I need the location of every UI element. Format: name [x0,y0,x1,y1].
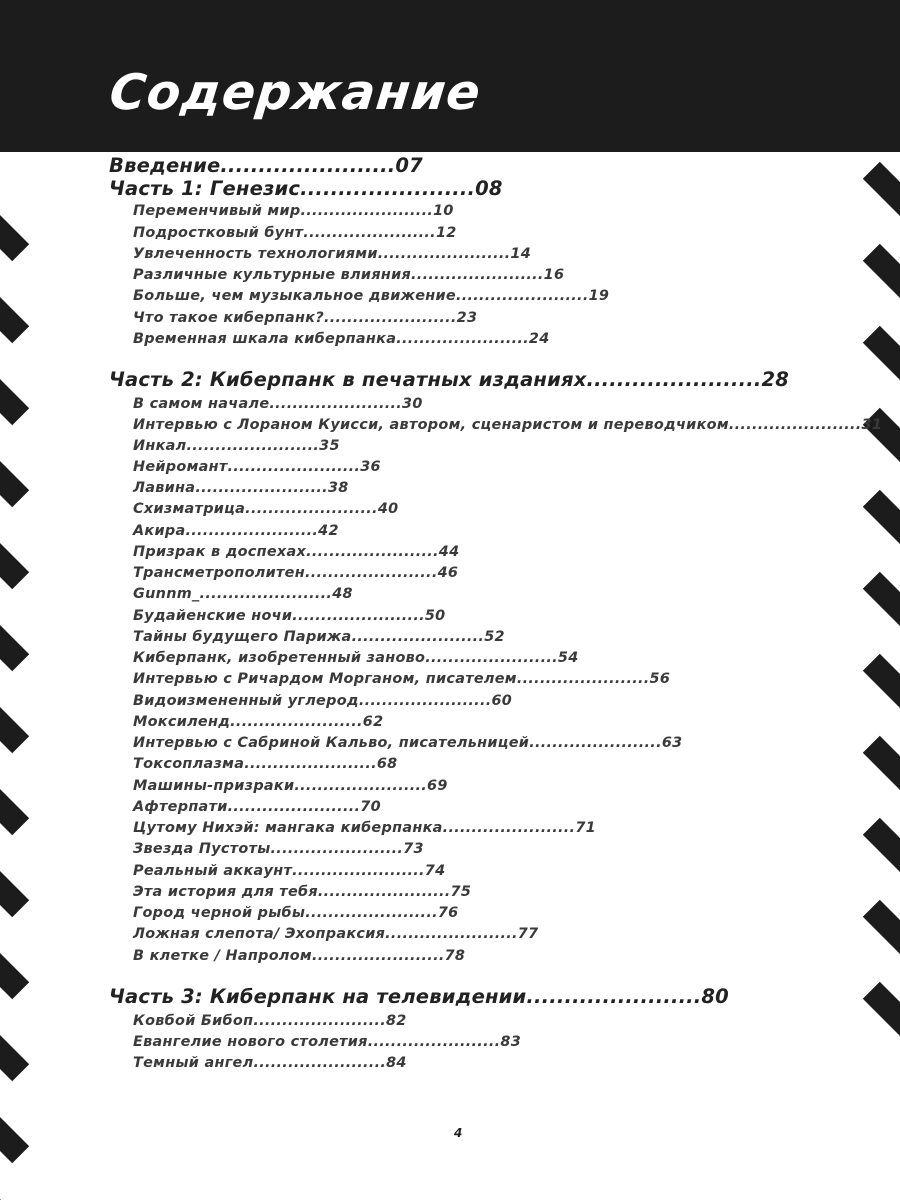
toc-dot-leader: ....................... [303,225,436,241]
toc-dot-leader: ....................... [526,985,702,1008]
toc-entry-title: Что такое киберпанк? [133,310,325,326]
toc-entry-title: Город черной рыбы [133,905,306,921]
toc-dot-leader: ....................... [227,459,361,475]
toc-dot-leader: ....................... [270,841,404,857]
toc-entry-title: Часть 2: Киберпанк в печатных изданиях [109,368,587,391]
toc-entry-page: 08 [475,177,503,200]
toc-entry [133,1035,521,1049]
toc-entry-title: Моксиленд [133,714,231,730]
toc-entry [133,906,459,920]
toc-entry-title: Звезда Пустоты [133,841,271,857]
stripe-mark [0,431,29,589]
toc-entry-page: 38 [327,480,349,496]
toc-entry [133,460,381,474]
toc-entry-title: Евангелие нового столетия [133,1034,368,1050]
toc-entry-page: 82 [385,1013,407,1029]
toc-entry-title: Временная шкала киберпанка [133,331,397,347]
toc-entry [133,439,340,453]
toc-entry [133,757,398,771]
stripe-mark [863,80,900,238]
toc-entry-title: Нейромант [133,459,228,475]
toc-entry-title: Эта история для тебя [133,884,318,900]
toc-dot-leader: ....................... [425,650,558,666]
toc-entry-title: Интервью с Лораном Куисси, автором, сценаристом и переводчиком [133,417,729,433]
toc-entry-title: Больше, чем музыкальное движение [133,288,456,304]
stripe-mark [0,595,29,753]
toc-entry [133,311,477,325]
toc-dot-leader: ....................... [317,884,451,900]
stripe-mark [0,349,29,507]
toc-entry-page: 70 [360,799,381,815]
toc-entry [133,842,424,856]
toc-entry-page: 84 [386,1055,407,1071]
stripe-mark [863,162,900,320]
toc-entry-title: Будайенские ночи [133,608,293,624]
toc-entry-title: В клетке / Напролом [133,948,312,964]
toc-entry [133,204,454,218]
toc-entry [133,694,512,708]
toc-entry-title: Интервью с Ричардом Морганом, писателем [133,671,517,687]
stripe-mark [0,759,29,917]
toc-entry-page: 62 [362,714,384,730]
toc-entry-title: Подростковый бунт [133,225,304,241]
toc-entry [133,247,531,261]
toc-dot-leader: ....................... [292,863,425,879]
toc-entry [133,1056,407,1070]
toc-entry-title: Ковбой Бибоп [133,1013,254,1029]
toc-entry-title: Интервью с Сабриной Кальво, писательницей [133,735,530,751]
toc-dot-leader: ....................... [367,1034,501,1050]
toc-entry-page: 48 [332,586,353,602]
toc-entry-page: 63 [661,735,683,751]
toc-dot-leader: ....................... [227,799,361,815]
stripe-mark [0,841,29,999]
toc-section [109,156,423,176]
toc-entry [133,587,353,601]
toc-entry-page: 74 [424,863,446,879]
toc-entry-page: 52 [484,629,505,645]
toc-entry-page: 80 [701,985,729,1008]
toc-dot-leader: ....................... [728,417,862,433]
toc-entry [133,949,465,963]
toc-entry [133,226,457,240]
toc-entry [133,800,381,814]
stripe-mark [0,103,29,261]
toc-entry [133,672,670,686]
toc-dot-leader: ....................... [300,177,476,200]
toc-entry-title: Схизматрица [133,501,246,517]
toc-dot-leader: ....................... [442,820,576,836]
toc-entry-title: Различные культурные влияния [133,267,412,283]
toc-dot-leader: ....................... [230,714,363,730]
toc-entry [133,715,383,729]
toc-entry [133,566,458,580]
stripe-mark [863,818,900,976]
toc-dot-leader: ....................... [253,1013,386,1029]
toc-dot-leader: ....................... [324,310,457,326]
toc-entry-title: В самом начале [133,396,270,412]
toc-section [109,179,503,199]
toc-entry [133,481,349,495]
toc-dot-leader: ....................... [300,203,434,219]
toc-entry-title: Киберпанк, изобретенный заново [133,650,426,666]
toc-entry [133,630,505,644]
toc-entry [133,268,564,282]
toc-entry-page: 76 [437,905,459,921]
toc-entry [133,289,609,303]
header-band-edge [0,140,900,152]
toc-dot-leader: ....................... [306,544,439,560]
toc-entry-title: Темный ангел [133,1055,254,1071]
toc-entry [133,864,445,878]
stripe-mark [863,0,900,156]
toc-dot-leader: ....................... [529,735,662,751]
toc-dot-leader: ....................... [351,629,485,645]
toc-entry-page: 75 [450,884,472,900]
toc-dot-leader: ....................... [455,288,589,304]
page-number: 4 [454,1126,463,1140]
toc-dot-leader: ....................... [377,246,511,262]
toc-entry-title: Ложная слепота/ Эхопраксия [133,926,386,942]
toc-entry-title: Машины-призраки [133,778,295,794]
toc-dot-leader: ....................... [311,948,445,964]
toc-entry-title: Акира [133,523,186,539]
toc-dot-leader: ....................... [195,480,328,496]
toc-entry-page: 50 [424,608,446,624]
toc-entry-page: 31 [861,417,883,433]
toc-entry-title: Трансметрополитен [133,565,305,581]
toc-dot-leader: ....................... [294,778,428,794]
stripe-mark [863,654,900,812]
toc-dot-leader: ....................... [185,523,319,539]
toc-dot-leader: ....................... [304,565,438,581]
toc-entry-page: 71 [575,820,596,836]
toc-entry [133,779,448,793]
toc-entry-title: Реальный аккаунт [133,863,293,879]
toc-entry-title: Часть 1: Генезис [109,177,301,200]
stripe-mark [863,572,900,730]
toc-entry-title: Gunnm_ [133,586,200,602]
toc-dot-leader: ....................... [358,693,492,709]
toc-entry-page: 69 [427,778,448,794]
toc-entry-title: Призрак в доспехах [133,544,307,560]
stripe-mark [863,900,900,1058]
toc-dot-leader: ....................... [199,586,333,602]
toc-entry-title: Лавина [133,480,196,496]
toc-entry [133,524,339,538]
toc-dot-leader: ....................... [269,396,403,412]
toc-section [109,370,789,390]
toc-entry-title: Инкал [133,438,187,454]
toc-entry-title: Видоизмененный углерод [133,693,359,709]
toc-entry-title: Введение [109,154,221,177]
toc-dot-leader: ....................... [245,501,378,517]
toc-entry-page: 54 [557,650,579,666]
toc-entry [133,418,882,432]
right-stripe-decoration [780,0,900,1200]
toc-entry-page: 36 [360,459,381,475]
toc-entry-page: 07 [395,154,423,177]
toc-entry-page: 30 [402,396,423,412]
toc-entry-title: Токсоплазма [133,756,245,772]
toc-entry-page: 78 [444,948,466,964]
toc-entry-page: 19 [588,288,610,304]
toc-dot-leader: ....................... [292,608,425,624]
toc-entry-page: 10 [433,203,454,219]
stripe-mark [863,982,900,1140]
stripe-mark [0,267,29,425]
stripe-mark [0,513,29,671]
stripe-mark [0,923,29,1081]
toc-entry-page: 73 [403,841,424,857]
toc-entry-title: Увлеченность технологиями [133,246,378,262]
stripe-mark [0,1005,29,1163]
stripe-mark [863,244,900,402]
toc-entry-page: 40 [377,501,399,517]
toc-entry [133,332,550,346]
toc-dot-leader: ....................... [385,926,518,942]
toc-entry [133,1014,407,1028]
toc-entry [133,927,538,941]
stripe-mark [863,326,900,484]
page-title: Содержание [107,64,484,121]
toc-dot-leader: ....................... [516,671,650,687]
toc-entry-page: 28 [761,368,789,391]
toc-entry-page: 16 [543,267,565,283]
toc-dot-leader: ....................... [396,331,529,347]
toc-dot-leader: ....................... [244,756,377,772]
toc-dot-leader: ....................... [186,438,320,454]
toc-entry-page: 23 [456,310,478,326]
toc-entry-page: 68 [376,756,398,772]
toc-entry [133,502,398,516]
left-stripe-decoration [0,0,120,1200]
toc-entry-title: Переменчивый мир [133,203,301,219]
toc-entry [133,821,596,835]
toc-dot-leader: ....................... [253,1055,387,1071]
toc-dot-leader: ....................... [220,154,396,177]
toc-entry-page: 35 [319,438,340,454]
toc-entry-title: Цутому Нихэй: мангака киберпанка [133,820,443,836]
toc-entry-page: 83 [500,1034,522,1050]
stripe-mark [0,185,29,343]
toc-entry-page: 42 [318,523,339,539]
toc-dot-leader: ....................... [305,905,438,921]
toc-entry-page: 14 [510,246,532,262]
toc-entry-page: 24 [528,331,550,347]
toc-entry [133,397,423,411]
toc-entry-page: 77 [517,926,539,942]
stripe-mark [0,677,29,835]
toc-entry-page: 12 [435,225,457,241]
toc-dot-leader: ....................... [411,267,544,283]
toc-entry-title: Тайны будущего Парижа [133,629,352,645]
stripe-mark [863,490,900,648]
toc-entry-page: 46 [437,565,459,581]
toc-entry-title: Афтерпати [133,799,228,815]
toc-entry [133,545,459,559]
toc-entry [133,885,471,899]
toc-section [109,987,729,1007]
toc-entry-page: 60 [491,693,513,709]
toc-entry-page: 56 [649,671,671,687]
toc-entry [133,651,579,665]
toc-entry [133,609,446,623]
toc-entry-title: Часть 3: Киберпанк на телевидении [109,985,527,1008]
toc-entry-page: 44 [438,544,460,560]
stripe-mark [863,736,900,894]
toc-entry [133,736,682,750]
toc-dot-leader: ....................... [586,368,762,391]
